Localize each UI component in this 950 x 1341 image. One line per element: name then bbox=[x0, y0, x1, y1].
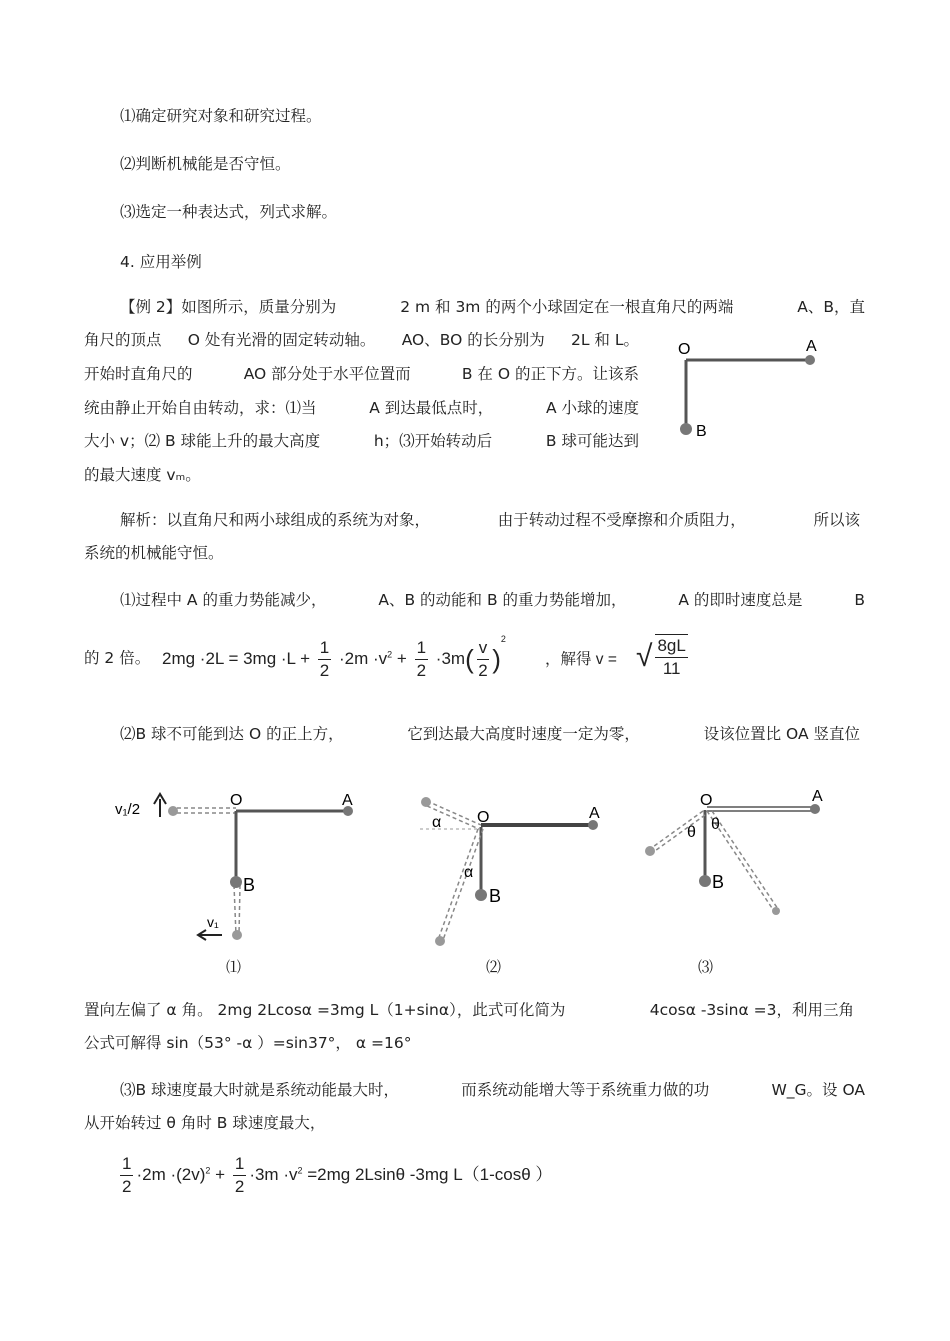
label-a: A bbox=[812, 788, 823, 805]
label-b: B bbox=[489, 886, 502, 906]
solve-text: ，解得 v = bbox=[545, 651, 617, 668]
ball-b bbox=[680, 423, 692, 435]
label-theta-2: θ bbox=[711, 816, 720, 833]
step-1: ⑴确定研究对象和研究过程。 bbox=[120, 107, 322, 125]
example-line-3: 开始时直角尺的 AO 部分处于水平位置而 B 在 O 的正下方。让该系 bbox=[84, 365, 639, 383]
caption-3: ⑶ bbox=[698, 960, 714, 976]
step-3: ⑶选定一种表达式，列式求解。 bbox=[120, 203, 338, 221]
figure-right-angle-ruler bbox=[670, 335, 830, 445]
label-alpha-1: α bbox=[432, 814, 442, 831]
after-p3b: 从开始转过 θ 角时 B 球速度最大， bbox=[84, 1114, 326, 1132]
label-b: B bbox=[243, 875, 256, 895]
ball-a bbox=[805, 355, 815, 365]
label-a: A bbox=[342, 792, 353, 809]
label-a: A bbox=[806, 338, 817, 355]
label-v1: v₁ bbox=[207, 914, 219, 930]
label-alpha-2: α bbox=[464, 864, 474, 881]
equation-root: √ $\frac{8gL}{11}$ bbox=[636, 636, 686, 678]
caption-2: ⑵ bbox=[486, 960, 502, 976]
label-theta-1: θ bbox=[687, 824, 696, 841]
after-line-1: 置向左偏了 α 角。 2mg 2Lcosα =3mg L（1+sinα），此式可化简为 4cosα -3sinα =3，利用三角 bbox=[84, 1001, 854, 1019]
label-o: O bbox=[230, 792, 243, 809]
analysis-p1: ⑴过程中 A 的重力势能减少， A、B 的动能和 B 的重力势能增加， A 的即时速度总是 B bbox=[120, 591, 865, 609]
analysis-p1-tail: 的 2 倍。 bbox=[84, 649, 151, 667]
example-line-2: 角尺的顶点 O 处有光滑的固定转动轴。 AO、BO 的长分别为 2L 和 L。 bbox=[84, 331, 639, 349]
after-line-2: 公式可解得 sin（53° -α ）=sin37°， α =16° bbox=[84, 1034, 412, 1052]
example-line-4: 统由静止开始自由转动，求：⑴当 A 到达最低点时， A 小球的速度 bbox=[84, 399, 639, 417]
label-b: B bbox=[712, 872, 725, 892]
figure-1 bbox=[110, 785, 370, 950]
example-line-1: 【例 2】如图所示，质量分别为 2 m 和 3m 的两个小球固定在一根直角尺的两端 A、B，直 bbox=[120, 298, 865, 316]
example-line-6: 的最大速度 vₘ。 bbox=[84, 466, 201, 484]
label-b: B bbox=[696, 423, 707, 440]
step-2: ⑵判断机械能是否守恒。 bbox=[120, 155, 291, 173]
section-heading: 4. 应用举例 bbox=[120, 253, 202, 271]
equation-1: 2mg ·2L = 3mg ·L + $\frac{1}{2}$ $\cdot 2m \cdot v^2$ + $\frac{1}{2}$ ·3m( $\frac{v}{2}$ )$^2$ bbox=[162, 634, 506, 681]
analysis-line-2: 系统的机械能守恒。 bbox=[84, 544, 224, 562]
analysis-line-1: 解析：以直角尺和两小球组成的系统为对象， 由于转动过程不受摩擦和介质阻力， 所以该 bbox=[120, 511, 860, 529]
figure-2 bbox=[415, 785, 615, 955]
equation-3: $\frac{1}{2}$ $\cdot 2m \cdot(2v)^2$ + $\frac{1}{2}$ $\cdot 3m \cdot v^2 =2mg$ 2Lsinθ -3mg L（1-cosθ ） bbox=[122, 1154, 553, 1196]
label-v-half: v₁/2 bbox=[115, 801, 141, 818]
label-o: O bbox=[678, 341, 691, 358]
label-o: O bbox=[477, 809, 490, 826]
analysis-p2: ⑵B 球不可能到达 O 的正上方， 它到达最大高度时速度一定为零， 设该位置比 OA 竖直位 bbox=[120, 725, 860, 743]
example-line-5: 大小 v；⑵ B 球能上升的最大高度 h；⑶开始转动后 B 球可能达到 bbox=[84, 432, 639, 450]
figure-3 bbox=[640, 785, 840, 955]
label-a: A bbox=[589, 805, 600, 822]
after-p3: ⑶B 球速度最大时就是系统动能最大时， 而系统动能增大等于系统重力做的功 W_G。设 OA bbox=[120, 1081, 865, 1099]
label-o: O bbox=[700, 792, 713, 809]
caption-1: ⑴ bbox=[226, 960, 242, 976]
